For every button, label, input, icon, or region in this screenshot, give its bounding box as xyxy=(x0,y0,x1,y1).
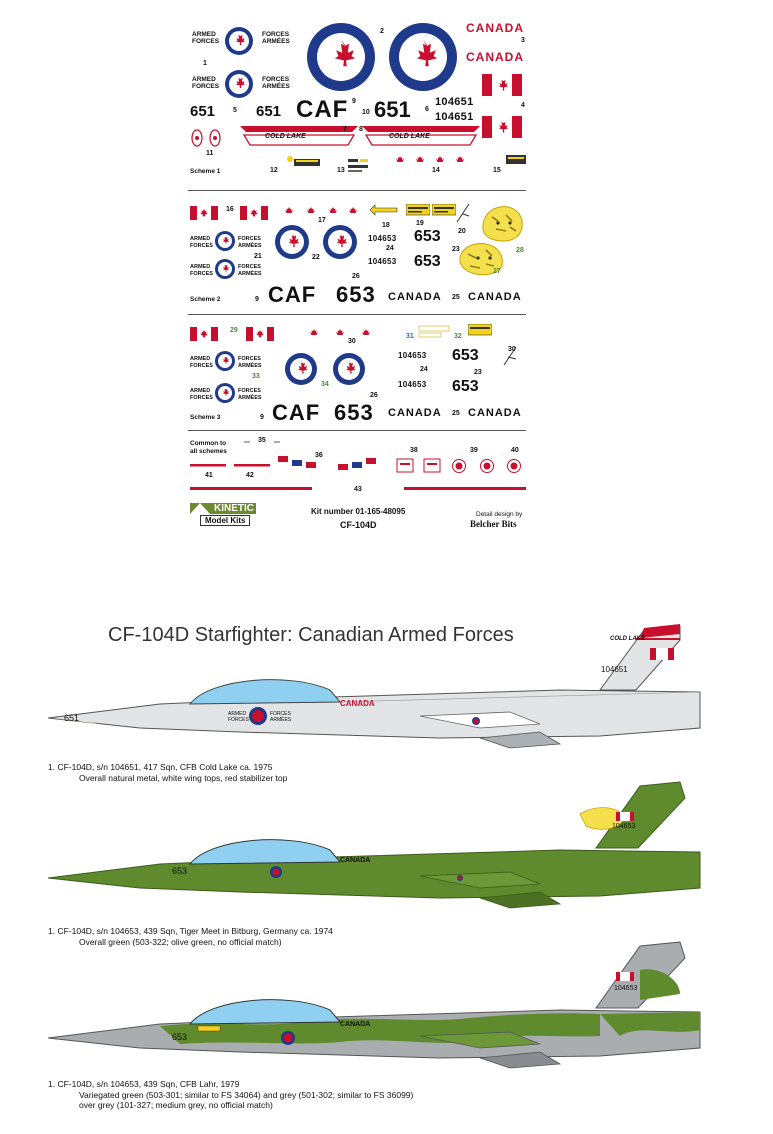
armed-forces-label: ARMED FORCES xyxy=(190,264,213,277)
profile-2-tail-serial: 104653 xyxy=(612,823,636,830)
decal-number-28: 28 xyxy=(516,247,524,254)
caption-line: Overall natural metal, white wing tops, red stabilizer top xyxy=(79,772,288,783)
forces-armees-label: FORCES ARMÉES xyxy=(238,388,262,401)
profile-3-caption xyxy=(48,1079,413,1111)
decal-number-9: 9 xyxy=(255,296,259,303)
kinetic-logo: KINETIC xyxy=(190,503,256,514)
canada-text-black: CANADA xyxy=(468,291,522,303)
roundel-large xyxy=(388,22,458,92)
canada-flag xyxy=(190,206,218,220)
decal-number-9: 9 xyxy=(352,98,356,105)
roundel-large xyxy=(306,22,376,92)
decal-number-33: 33 xyxy=(252,373,260,380)
code-653: 653 xyxy=(414,228,441,245)
maple-leaf-row xyxy=(310,328,390,338)
armed-forces-label: ARMED FORCES xyxy=(190,356,213,369)
profile-3-canada: CANADA xyxy=(340,1021,371,1028)
red-stripe xyxy=(190,487,312,490)
maple-leaf-row xyxy=(380,155,470,165)
decal-number-8: 8 xyxy=(359,126,363,133)
decal-number-14: 14 xyxy=(432,167,440,174)
decal-number-4: 4 xyxy=(521,102,525,109)
divider xyxy=(188,430,526,431)
profile-3-tail-serial: 104653 xyxy=(614,985,638,992)
stencil-marking xyxy=(418,325,450,339)
caption-line: Variegated green (503-301; similar to FS 34064) and grey (501-302; similar to FS 36099) xyxy=(79,1089,414,1100)
kit-model: CF-104D xyxy=(340,520,377,530)
decal-number-30: 30 xyxy=(508,346,516,353)
decal-number-21: 21 xyxy=(254,253,262,260)
forces-armees-label: FORCES ARMÉES xyxy=(262,31,290,45)
code-653-large: 653 xyxy=(336,282,376,307)
caption-line: 1. CF-104D, s/n 104651, 417 Sqn, CFB Cold Lake ca. 1975 xyxy=(48,762,273,772)
red-dot-set xyxy=(451,458,497,474)
page-title: CF-104D Starfighter: Canadian Armed Forces xyxy=(108,624,514,646)
decal-number-40: 40 xyxy=(511,447,519,454)
decal-number-23: 23 xyxy=(474,369,482,376)
decal-sheet xyxy=(0,0,773,540)
placard-set xyxy=(396,458,444,474)
aircraft-profile-2 xyxy=(40,780,740,920)
decal-number-3: 3 xyxy=(521,37,525,44)
serial-104651: 104651 xyxy=(435,111,474,123)
red-stripe-stencils xyxy=(190,460,280,472)
pitot-stencil xyxy=(455,202,471,224)
decal-number-27: 27 xyxy=(493,268,501,275)
decal-number-9: 9 xyxy=(260,414,264,421)
decal-number-19: 19 xyxy=(416,220,424,227)
profile-2-code: 653 xyxy=(172,866,188,876)
decal-number-30: 30 xyxy=(348,338,356,345)
decal-number-35: 35 xyxy=(258,437,266,444)
decal-number-32: 32 xyxy=(454,333,462,340)
stencil-marking xyxy=(370,204,398,216)
armed-forces-label: ARMED FORCES xyxy=(192,31,220,45)
code-651-large: 651 xyxy=(374,97,411,122)
decal-number-15: 15 xyxy=(493,167,501,174)
decal-number-5: 5 xyxy=(233,107,237,114)
stencil-marking xyxy=(406,204,430,216)
code-651: 651 xyxy=(190,103,216,120)
stencil-marking xyxy=(346,157,370,175)
canada-text-black: CANADA xyxy=(388,291,442,303)
canada-flag xyxy=(240,206,268,220)
decal-number-16: 16 xyxy=(226,206,234,213)
caption-line: 1. CF-104D, s/n 104653, 439 Sqn, CFB Lahr, 1979 xyxy=(48,1079,240,1089)
decal-number-34: 34 xyxy=(321,381,329,388)
caption-line: 1. CF-104D, s/n 104653, 439 Sqn, Tiger Meet in Bitburg, Germany ca. 1974 xyxy=(48,926,333,936)
code-653: 653 xyxy=(452,347,479,364)
caption-line: Overall green (503-322; olive green, no official match) xyxy=(79,936,282,947)
canada-flag xyxy=(482,116,522,138)
decal-number-10: 10 xyxy=(362,109,370,116)
serial-104651: 104651 xyxy=(435,96,474,108)
cold-lake-text: COLD LAKE xyxy=(389,133,430,140)
roundel-small xyxy=(214,230,236,252)
divider xyxy=(188,314,526,315)
forces-armees-label: FORCES ARMÉES xyxy=(238,356,262,369)
model-kits-label: Model Kits xyxy=(200,515,250,526)
roundel-small xyxy=(214,258,236,280)
decal-number-12: 12 xyxy=(270,167,278,174)
red-dot xyxy=(505,458,523,474)
decal-number-11: 11 xyxy=(206,150,214,157)
decal-number-25: 25 xyxy=(452,294,460,301)
armed-forces-label: ARMED FORCES xyxy=(190,388,213,401)
profile-1-tail-text: COLD LAKE xyxy=(610,636,645,642)
scheme-3-label: Scheme 3 xyxy=(190,414,221,421)
profile-1-code: 651 xyxy=(64,713,80,723)
cold-lake-text: COLD LAKE xyxy=(265,133,306,140)
serial-104653: 104653 xyxy=(368,234,397,243)
canada-text-red: CANADA xyxy=(466,21,524,35)
kit-number: Kit number 01-165-48095 xyxy=(311,507,406,516)
decal-number-38: 38 xyxy=(410,447,418,454)
decal-number-24: 24 xyxy=(420,366,428,373)
roundel-small xyxy=(224,69,254,99)
profile-1-rf-en: ARMED FORCES xyxy=(228,711,249,723)
roundel-small xyxy=(214,382,236,404)
red-stripe xyxy=(404,487,526,490)
stencil-marking xyxy=(506,155,526,165)
aircraft-profile-3 xyxy=(40,940,740,1080)
divider xyxy=(188,190,526,191)
canada-flag xyxy=(190,327,218,341)
stencil-marking xyxy=(468,324,492,336)
decal-number-17: 17 xyxy=(318,217,326,224)
decal-number-6: 6 xyxy=(425,106,429,113)
code-651: 651 xyxy=(256,103,282,120)
decal-number-22: 22 xyxy=(312,254,320,261)
decal-number-20: 20 xyxy=(458,228,466,235)
maple-leaf-row xyxy=(285,206,365,216)
decal-number-13: 13 xyxy=(337,167,345,174)
canada-flag xyxy=(482,74,522,96)
profile-3-code: 653 xyxy=(172,1032,188,1042)
decal-number-42: 42 xyxy=(246,472,254,479)
decal-number-2: 2 xyxy=(380,28,384,35)
mini-flag-set xyxy=(278,456,388,474)
canada-text-red: CANADA xyxy=(466,50,524,64)
serial-104653: 104653 xyxy=(398,351,427,360)
decal-number-7: 7 xyxy=(343,126,347,133)
code-653: 653 xyxy=(452,378,479,395)
roundel-medium xyxy=(284,352,318,386)
roundel-medium xyxy=(332,352,366,386)
armed-forces-label: ARMED FORCES xyxy=(190,236,213,249)
decal-number-26: 26 xyxy=(352,273,360,280)
decal-number-25: 25 xyxy=(452,410,460,417)
caf-marking: CAF xyxy=(272,400,321,425)
code-653-large: 653 xyxy=(334,400,374,425)
common-label: Common to all schemes xyxy=(190,440,227,455)
squadron-badge xyxy=(190,128,222,148)
decal-number-23: 23 xyxy=(452,246,460,253)
decal-number-1: 1 xyxy=(203,60,207,67)
stencil-marking xyxy=(286,155,322,173)
stencil-marking xyxy=(432,204,456,216)
kinetic-logo-mark xyxy=(190,503,210,514)
decal-number-43: 43 xyxy=(354,486,362,493)
credit-line: Detail design by xyxy=(476,511,523,518)
roundel-medium xyxy=(322,224,358,260)
decal-number-18: 18 xyxy=(382,222,390,229)
canada-text-black: CANADA xyxy=(468,407,522,419)
decal-number-41: 41 xyxy=(205,472,213,479)
serial-104653: 104653 xyxy=(368,257,397,266)
roundel-medium xyxy=(274,224,310,260)
canada-text-black: CANADA xyxy=(388,407,442,419)
caf-marking: CAF xyxy=(268,282,317,307)
forces-armees-label: FORCES ARMÉES xyxy=(238,264,262,277)
scheme-2-label: Scheme 2 xyxy=(190,296,221,303)
roundel-small xyxy=(214,350,236,372)
decal-number-39: 39 xyxy=(470,447,478,454)
tiger-head-badge xyxy=(478,203,526,243)
serial-104653: 104653 xyxy=(398,380,427,389)
profile-2-canada: CANADA xyxy=(340,857,371,864)
caf-marking: CAF xyxy=(296,96,349,123)
code-653: 653 xyxy=(414,253,441,270)
canada-flag xyxy=(246,327,274,341)
decal-number-24: 24 xyxy=(386,245,394,252)
forces-armees-label: FORCES ARMÉES xyxy=(262,76,290,90)
decal-number-36: 36 xyxy=(315,452,323,459)
belcher-bits-credit: Belcher Bits xyxy=(470,519,517,529)
scheme-1-label: Scheme 1 xyxy=(190,168,221,175)
decal-number-26: 26 xyxy=(370,392,378,399)
profile-1-canada: CANADA xyxy=(340,699,375,708)
armed-forces-label: ARMED FORCES xyxy=(192,76,220,90)
forces-armees-label: FORCES ARMÉES xyxy=(238,236,262,249)
roundel-small xyxy=(224,26,254,56)
decal-number-29: 29 xyxy=(230,327,238,334)
decal-number-31: 31 xyxy=(406,333,414,340)
profile-1-rf-fr: FORCES ARMÉES xyxy=(270,711,292,723)
caption-line: over grey (101-327; medium grey, no official match) xyxy=(79,1100,273,1110)
profile-1-tail-serial: 104651 xyxy=(601,665,628,674)
